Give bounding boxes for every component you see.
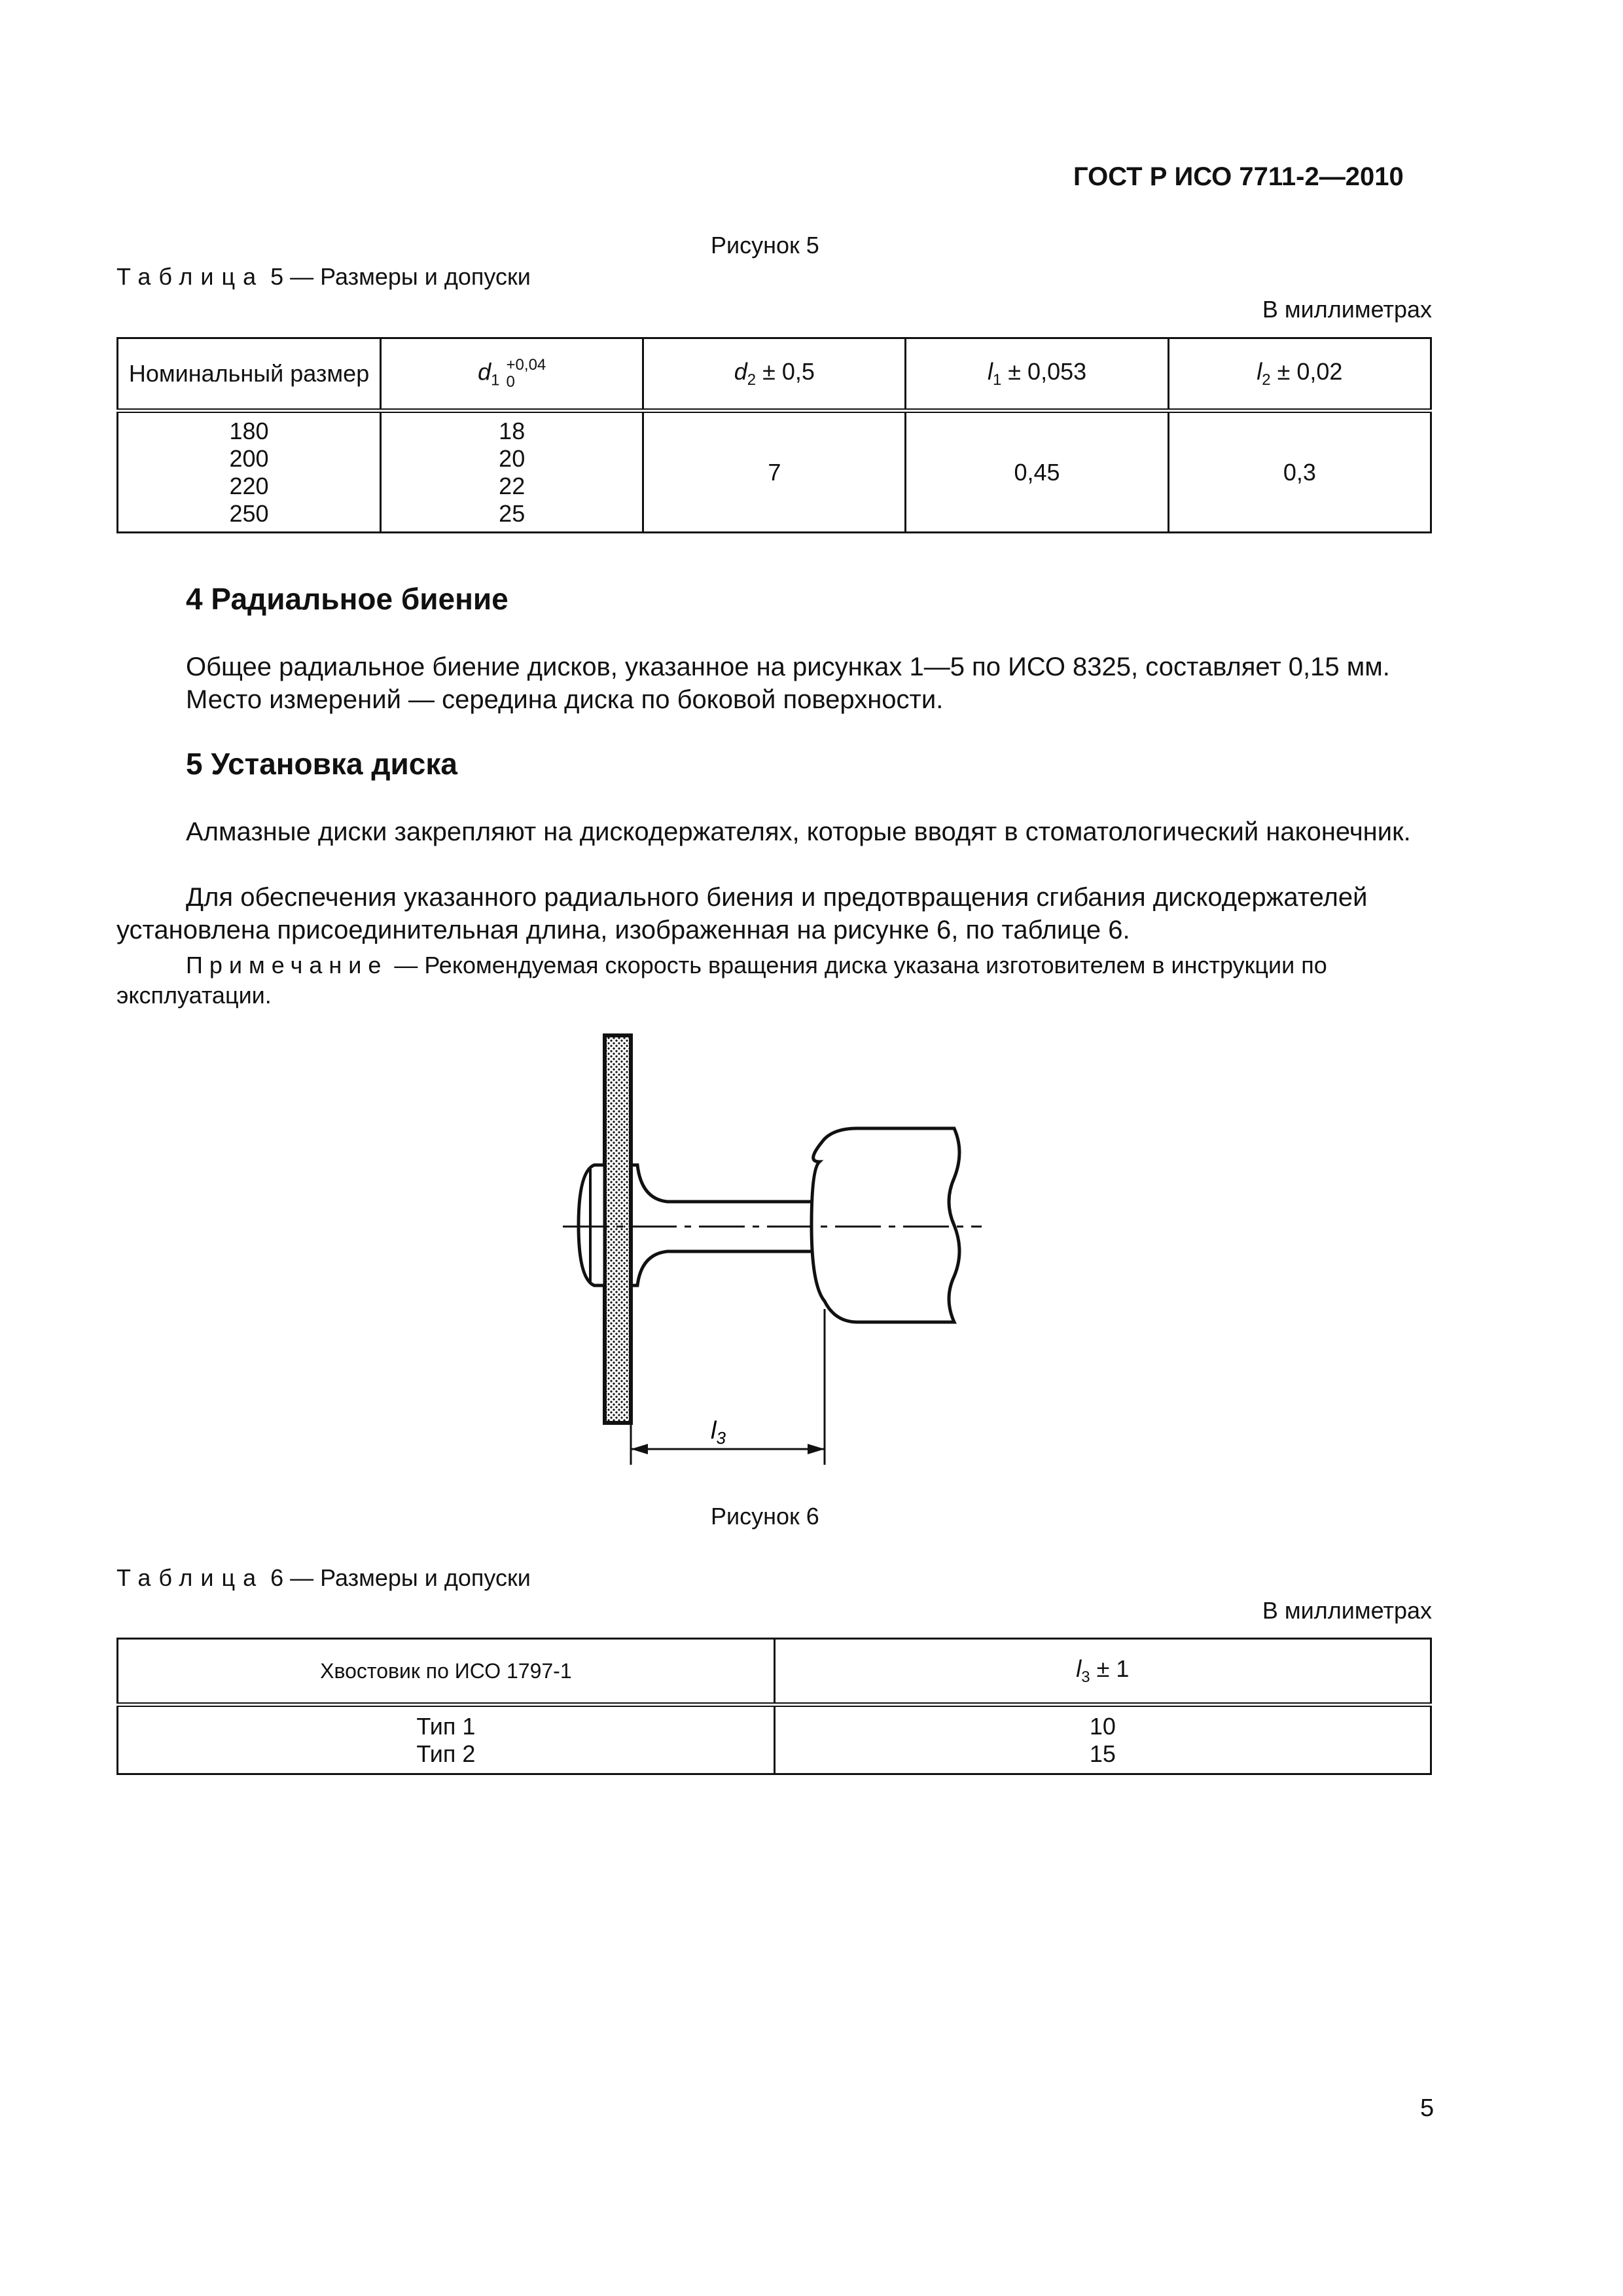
table-5 bbox=[116, 337, 1432, 533]
table-5-l1-cell: 0,45 bbox=[906, 411, 1168, 533]
table-5-nominal-cell: 180 200 220 250 bbox=[118, 411, 381, 533]
table-6-data-row bbox=[118, 1705, 1431, 1774]
note-label: Примечание bbox=[186, 952, 388, 978]
figure-6-caption: Рисунок 6 bbox=[711, 1503, 819, 1530]
section-5-paragraph-2: Для обеспечения указанного радиального биения и предотвращения сгибания дискодержателей установлена присоединительная длина, изображенная на рисунке 6, по таблице 6. bbox=[116, 883, 1368, 944]
handpiece bbox=[812, 1128, 959, 1322]
table-5-header-d2: $d_2 \pm 0,5$ bbox=[643, 338, 906, 411]
table-5-header-l1: $l_1 \pm 0,053$ bbox=[906, 338, 1168, 411]
table-6-value-cell: 10 15 bbox=[774, 1705, 1431, 1774]
figure-5-caption: Рисунок 5 bbox=[711, 232, 819, 259]
table-5-label: Таблица bbox=[116, 263, 264, 290]
figure-6-drawing bbox=[550, 1021, 995, 1479]
table-5-header-l2: $l_2 \pm 0,02$ bbox=[1168, 338, 1431, 411]
table-5-d1-cell: 18 20 22 25 bbox=[381, 411, 643, 533]
table-5-title-rest: 5 — Размеры и допуски bbox=[264, 263, 531, 290]
section-4-line-2: Место измерений — середина диска по боковой поверхности. bbox=[186, 685, 944, 714]
table-5-title bbox=[116, 263, 531, 291]
table-5-header-row bbox=[118, 338, 1431, 411]
section-5-heading: 5 Установка диска bbox=[186, 747, 457, 781]
table-6-title bbox=[116, 1564, 531, 1592]
table-5-header-nominal: Номинальный размер bbox=[118, 338, 381, 411]
mandrel-shaft bbox=[631, 1165, 825, 1285]
table-6 bbox=[116, 1638, 1432, 1775]
table-5-d2-cell: 7 bbox=[643, 411, 906, 533]
table-6-shank-cell: Тип 1 Тип 2 bbox=[118, 1705, 775, 1774]
section-5-note bbox=[116, 950, 1438, 1011]
table-5-units: В миллиметрах bbox=[1262, 296, 1432, 323]
page-number: 5 bbox=[1420, 2094, 1435, 2122]
section-4-line-1: Общее радиальное биение дисков, указанное на рисунках 1—5 по ИСО 8325, составляет 0,15 мм. bbox=[186, 653, 1390, 681]
table-6-header-row bbox=[118, 1639, 1431, 1705]
table-6-units: В миллиметрах bbox=[1262, 1597, 1432, 1624]
table-6-header-l3: $l_3 \pm 1$ bbox=[774, 1639, 1431, 1705]
section-5-paragraph-1: Алмазные диски закрепляют на дискодержателях, которые вводят в стоматологический наконечник. bbox=[186, 817, 1411, 846]
table-5-l2-cell: 0,3 bbox=[1168, 411, 1431, 533]
document-code: ГОСТ Р ИСО 7711-2—2010 bbox=[1073, 162, 1404, 191]
table-5-header-d1: $d_1 +0,04$ 0 bbox=[381, 338, 643, 411]
note-text: — Рекомендуемая скорость вращения диска указана изготовителем в инструкции по эксплуатации. bbox=[116, 952, 1327, 1009]
table-6-title-rest: 6 — Размеры и допуски bbox=[264, 1564, 531, 1591]
dimension-label: $l_3$ bbox=[711, 1417, 726, 1448]
table-5-data-row bbox=[118, 411, 1431, 533]
diamond-disc bbox=[605, 1035, 631, 1423]
table-6-header-shank: Хвостовик по ИСО 1797-1 bbox=[118, 1639, 775, 1705]
table-6-label: Таблица bbox=[116, 1564, 264, 1591]
section-4-heading: 4 Радиальное биение bbox=[186, 582, 508, 616]
